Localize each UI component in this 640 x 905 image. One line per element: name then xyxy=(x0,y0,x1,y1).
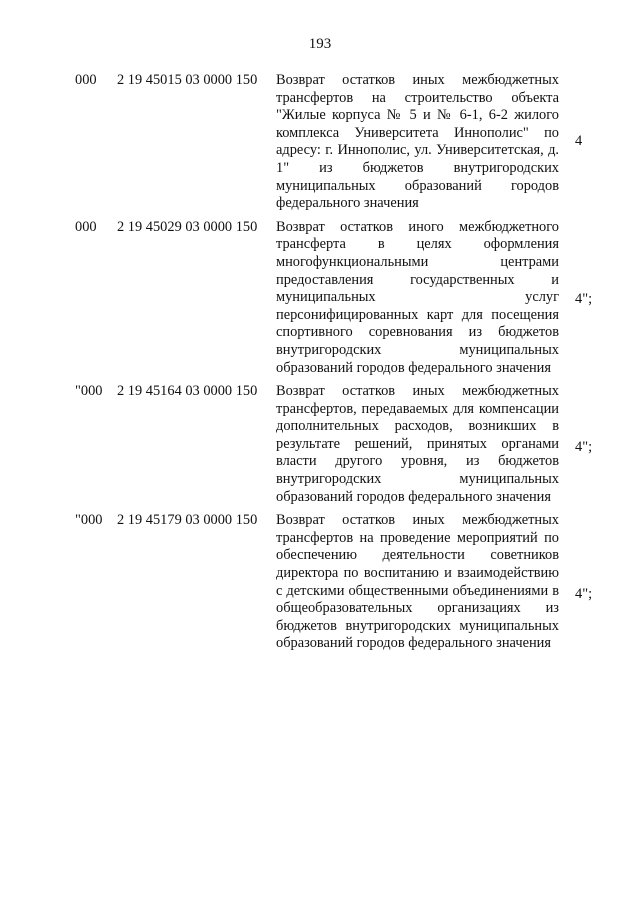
entry-description: Возврат остатков иных межбюджетных трансфертов, передаваемых для компенсации дополнительных расходов, возникших в результате решений, принятых органами власти другого уровня, из бюджетов внутригородских муниципальных образований городов федерального значения xyxy=(276,383,559,505)
entry-value: 4"; xyxy=(575,290,593,307)
entry-description: Возврат остатков иных межбюджетных трансфертов на строительство объекта "Жилые корпуса № 5 и № 6-1, 6-2 жилого комплекса Университета Иннополис" по адресу: г. Иннополис, ул. Университетская, д. 1" из бюджетов внутригородских муниципальных образований городов федерального значения xyxy=(276,72,559,212)
kbk-code: 2 19 45029 03 0000 150 xyxy=(117,218,258,235)
admin-code: "000 xyxy=(75,512,103,529)
entry-description: Возврат остатков иных межбюджетных трансфертов на проведение мероприятий по обеспечению деятельности советников директора по воспитанию и взаимодействию с детскими общественными объединениями в общеобразовательных организациях из бюджетов внутригородских муниципальных образований городов федерального значения xyxy=(276,512,559,652)
admin-code: "000 xyxy=(75,383,103,400)
kbk-code: 2 19 45015 03 0000 150 xyxy=(117,72,258,88)
entry-description: Возврат остатков иного межбюджетного трансферта в целях оформления многофункциональными центрами предоставления государственных и муниципальных услуг персонифицированных карт для посещения спортивного соревнования из бюджетов внутригородских муниципальных образований городов федерального значения xyxy=(276,218,559,376)
entry-value: 4"; xyxy=(575,439,593,456)
kbk-code: 2 19 45164 03 0000 150 xyxy=(117,383,258,400)
entry-value: 4 xyxy=(575,133,583,149)
admin-code: 000 xyxy=(75,218,97,235)
entries-table xyxy=(0,72,640,659)
table-row xyxy=(0,383,640,506)
admin-code: 000 xyxy=(75,72,97,88)
page-number: 193 xyxy=(308,36,332,52)
entry-value: 4"; xyxy=(575,586,593,603)
table-row xyxy=(0,72,640,213)
kbk-code: 2 19 45179 03 0000 150 xyxy=(117,512,258,529)
table-row xyxy=(0,512,640,653)
table-row xyxy=(0,219,640,377)
